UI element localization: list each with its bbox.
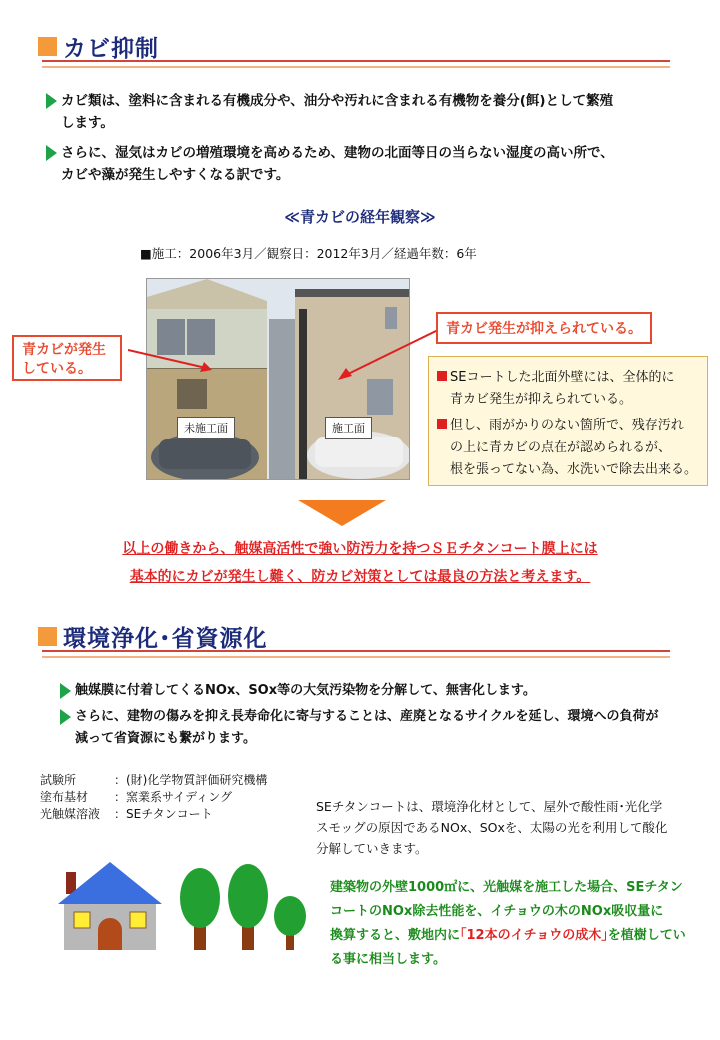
green-segment: 換算すると、敷地内に [330,928,461,943]
note-line: の上に青カビの点在が認められるが、 [450,440,672,455]
red-square-icon [437,371,447,381]
test-info-value: ：窯業系サイディング [114,790,232,804]
section-title-text: カビ抑制 [63,36,159,62]
note-line: 但し、雨がかりのない箇所で、残存汚れ [450,418,684,433]
conclusion-line: 以上の働きから、触媒高活性で強い防汚力を持つＳＥチタンコート膜上には [122,541,598,557]
green-triangle-icon [60,709,71,725]
note-line: 根を張ってない為、水洗いで除去出来る。 [450,462,698,477]
test-info-value: ：(財)化学物質評価研究機構 [114,773,268,787]
description [316,796,667,859]
note-line: 青カビ発生が抑えられている。 [450,392,633,407]
note-item [437,367,699,411]
section-title-text: 環境浄化･省資源化 [63,626,268,652]
tree-icon [274,896,306,950]
bullet-line: さらに、湿気はカビの増殖環境を高めるため、建物の北面等日の当らない湿度の高い所で、 [61,145,614,161]
note-box [428,356,708,486]
red-arrow-right [330,328,440,388]
house-and-trees-illustration [58,850,318,955]
label-line: 青カビが発生 [22,342,106,358]
green-triangle-icon [46,145,57,161]
bullet-line: さらに、建物の傷みを抑え長寿命化に寄与することは、産廃となるサイクルを延し、環境への負荷が [75,709,659,724]
house-icon [58,862,162,950]
description-line: スモッグの原因であるNOx、SOxを、太陽の光を利用して酸化 [316,820,668,835]
green-segment: を植樹してい [607,928,686,943]
bullet-line: カビ類は、塗料に含まれる有機成分や、油分や汚れに含まれる有機物を養分(餌)として繁殖 [61,93,614,109]
bullet-item [60,680,536,702]
green-line: 建築物の外壁1000㎡に、光触媒を施工した場合、SEチタン [330,880,683,895]
tree-icon [228,864,268,950]
description-line: SEチタンコートは、環境浄化材として、屋外で酸性雨･光化学 [316,799,663,814]
label-mold-growing [12,335,122,381]
title-rule-red [42,60,670,62]
title-rule-orange [42,656,670,658]
green-line: コートのNOx除去性能を、イチョウの木のNOx吸収量に [330,904,664,919]
conclusion-line: 基本的にカビが発生し難く、防カビ対策としては最良の方法と考えます。 [129,569,591,585]
section-title-mold [38,30,159,63]
test-info-label: 塗布基材 [40,790,89,804]
bullet-line: カビや藻が発生しやすくなる訳です。 [61,167,290,183]
observation-title: ≪青カビの経年観察≫ [284,208,436,226]
test-info-label: 試験所 [40,773,77,787]
red-arrow-left [128,340,218,380]
bullet-line: します。 [61,115,114,131]
test-info [40,772,267,823]
orange-square-icon [38,37,57,56]
photo-label-worked: 施工面 [325,417,372,439]
label-mold-suppressed: 青カビ発生が抑えられている。 [436,312,652,344]
bullet-line: 減って省資源にも繋がります。 [75,731,256,746]
green-line [330,924,686,948]
green-triangle-icon [60,683,71,699]
note-line: SEコートした北面外壁には、全体的に [450,370,675,385]
orange-square-icon [38,627,57,646]
title-rule-orange [42,66,670,68]
tree-icon [180,868,220,950]
title-rule-red [42,650,670,652]
bullet-item [60,706,658,750]
green-line: る事に相当します。 [330,952,446,967]
test-info-value: ：SEチタンコート [114,807,213,821]
down-arrow-icon [298,500,386,526]
note-item [437,415,699,481]
description-line: 分解していきます。 [316,841,428,856]
section-title-environment [38,620,268,653]
highlight-segment: ｢12本のイチョウの成木｣ [460,928,608,943]
photo-label-unworked: 未施工面 [177,417,235,439]
observation-info: ■施工：2006年3月／観察日：2012年3月／経過年数：6年 [140,246,477,261]
red-square-icon [437,419,447,429]
green-triangle-icon [46,93,57,109]
test-info-label: 光触媒溶液 [40,807,101,821]
bullet-line: 触媒膜に付着してくるNOx、SOx等の大気汚染物を分解して、無害化します。 [75,683,536,698]
label-line: している。 [22,361,92,377]
bullet-item [46,90,613,134]
ginkgo-equivalence [330,876,686,972]
bullet-item [46,142,614,186]
